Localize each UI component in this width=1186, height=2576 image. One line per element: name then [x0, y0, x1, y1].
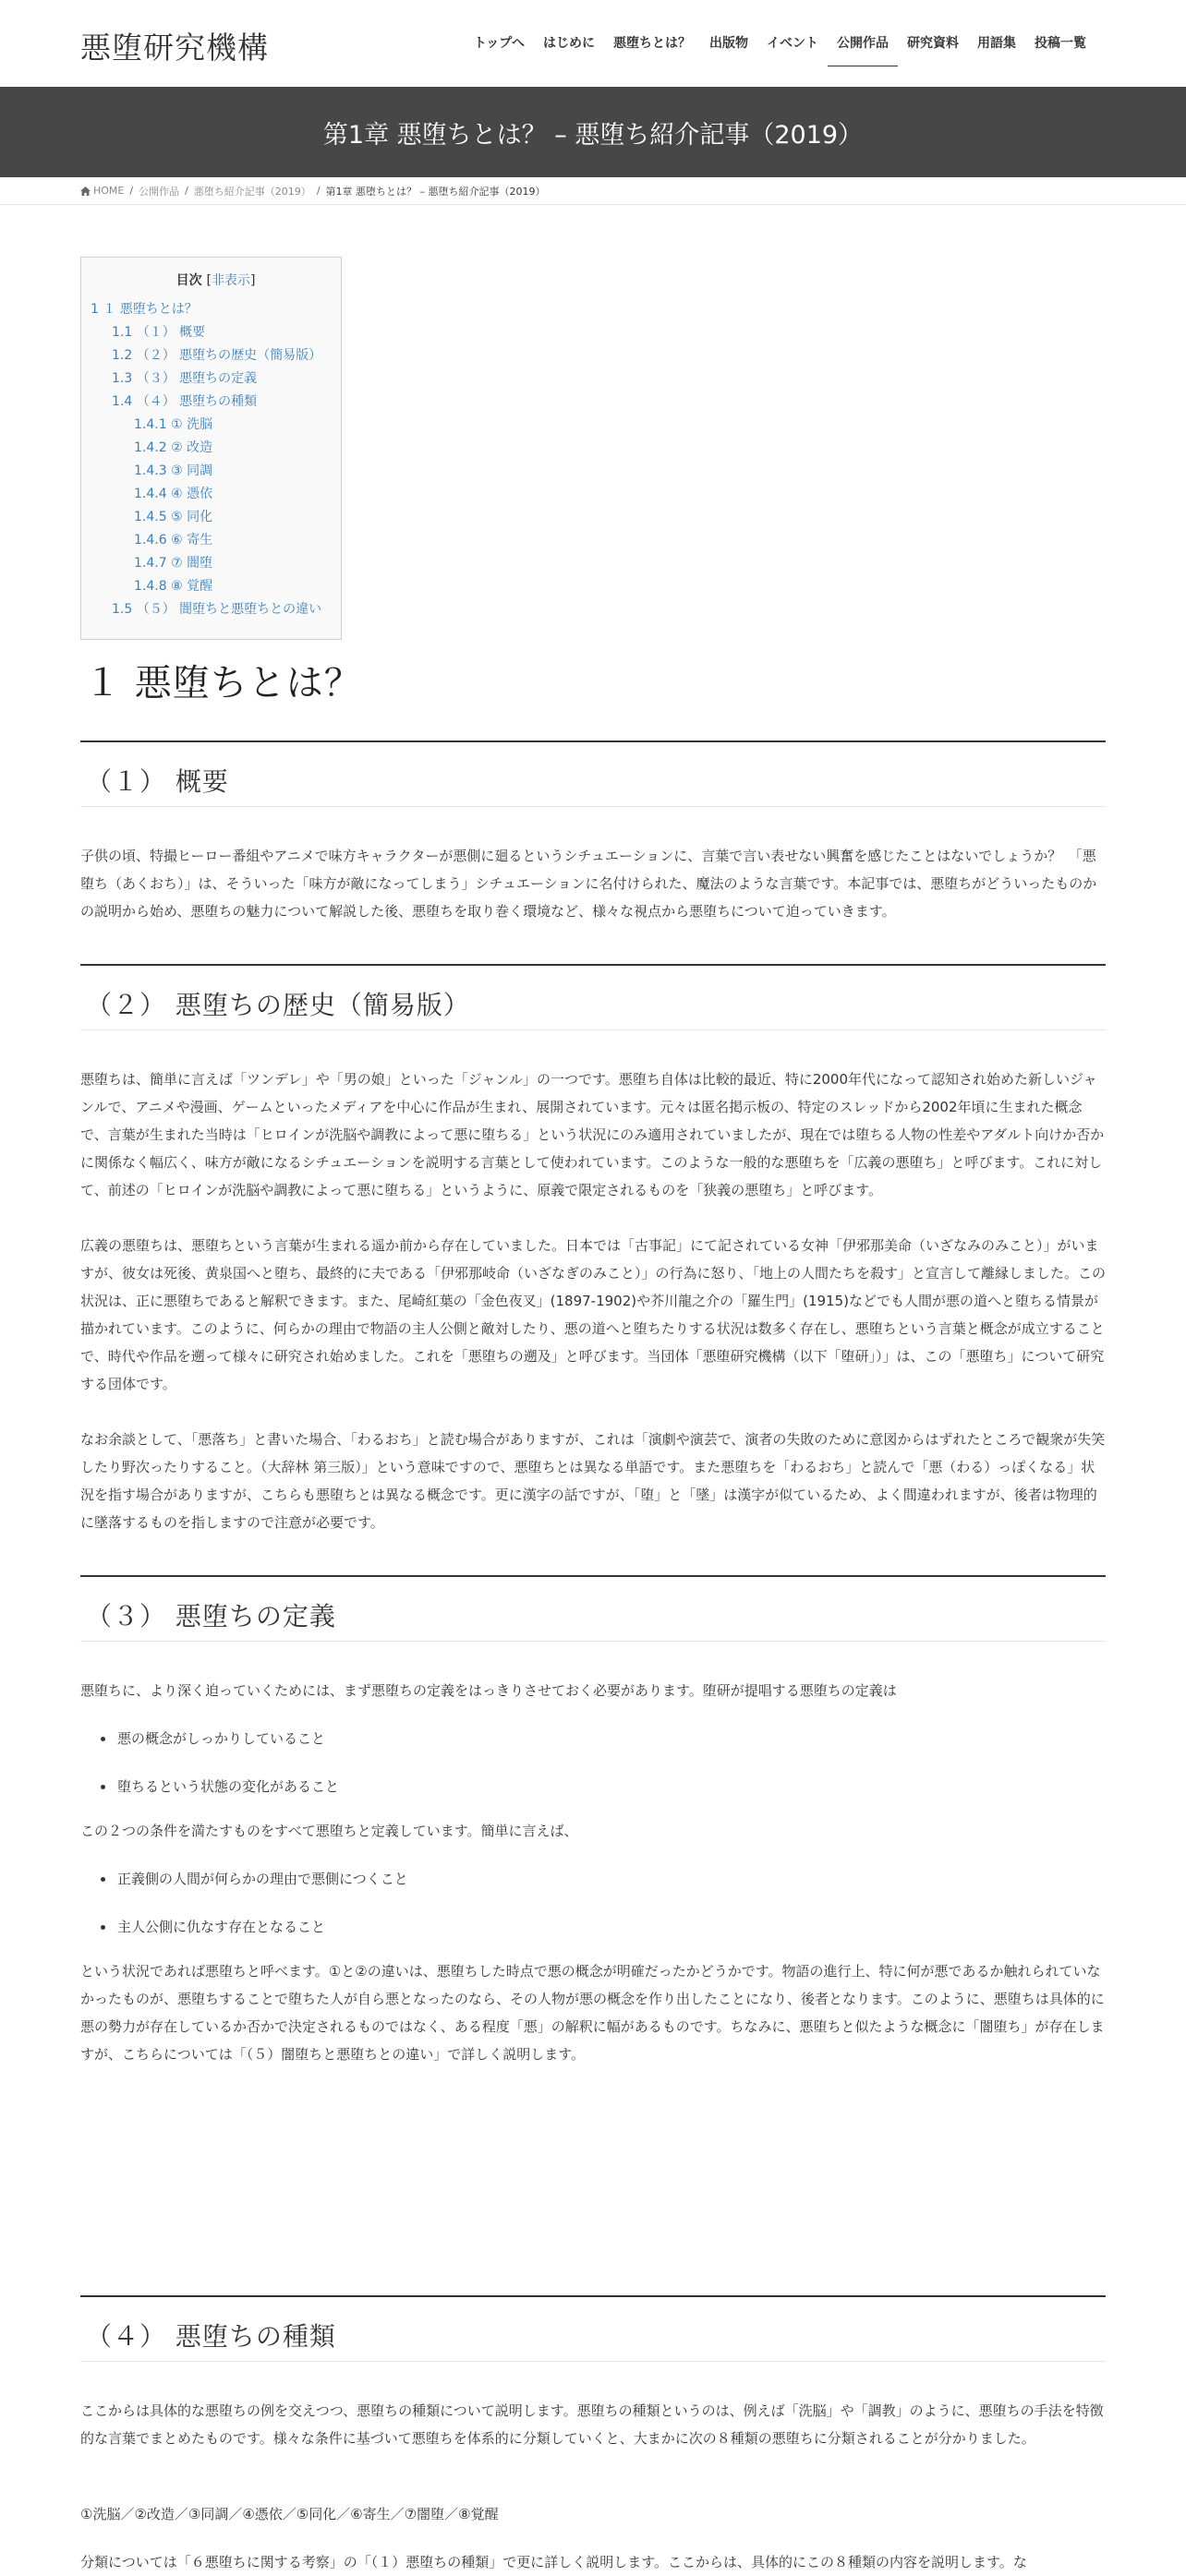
- table-of-contents: [80, 257, 342, 640]
- paragraph: この２つの条件を満たすものをすべて悪堕ちと定義しています。簡単に言えば、: [80, 1823, 578, 1839]
- nav-item-what-is[interactable]: 悪堕ちとは？: [613, 36, 691, 51]
- heading-rule: [80, 964, 1106, 966]
- nav-item-intro[interactable]: はじめに: [543, 36, 595, 51]
- definition-list: [80, 1865, 1106, 1961]
- paragraph: ①洗脳／②改造／③同調／④憑依／⑤同化／⑥寄生／⑦闇堕／⑧覚醒: [80, 2506, 499, 2522]
- toc-item[interactable]: 1 １ 悪堕ちとは？: [91, 302, 198, 317]
- breadcrumb-separator: /: [316, 185, 321, 197]
- section-overview-heading: [80, 740, 1106, 807]
- toc-item[interactable]: 1.3 （３） 悪堕ちの定義: [112, 371, 258, 386]
- nav-item-top[interactable]: トップへ: [473, 36, 525, 51]
- toc-bracket-open: [: [206, 273, 212, 288]
- paragraph: 分類については「６悪堕ちに関する考察」の「（１）悪堕ちの種類」で更に詳しく説明します。ここからは、具体的にこの８種類の内容を説明します。な: [80, 2554, 1027, 2570]
- toc-item[interactable]: 1.5 （５） 闇堕ちと悪堕ちとの違い: [112, 602, 322, 617]
- section-title: （１） 概要: [86, 766, 229, 797]
- breadcrumb-home[interactable]: HOME: [93, 185, 125, 197]
- toc-item[interactable]: 1.4.8 ⑧ 覚醒: [134, 579, 213, 594]
- toc-item[interactable]: 1.4 （４） 悪堕ちの種類: [112, 394, 258, 409]
- heading-rule: [80, 2295, 1106, 2297]
- section-history-heading: [80, 964, 1106, 1030]
- section-title: （３） 悪堕ちの定義: [86, 1601, 336, 1631]
- toc-toggle: [206, 273, 255, 288]
- nav-item-events[interactable]: イベント: [767, 36, 818, 51]
- site-logo[interactable]: 悪堕研究機構: [80, 30, 269, 66]
- heading-underline: [80, 2361, 1106, 2362]
- toc-item[interactable]: 1.4.4 ④ 憑依: [134, 487, 213, 501]
- nav-item-research[interactable]: 研究資料: [907, 36, 959, 51]
- paragraph: 広義の悪堕ちは、悪堕ちという言葉が生まれる遥か前から存在していました。日本では「古事記」にて記されている女神「伊邪那美命（いざなみのみこと）」がいますが、彼女は死後、黄泉国へと堕ち、最終的に夫である「伊邪那岐命（いざなぎのみこと）」の行為に怒り、「地上の人間たちを殺す」と宣言して離縁しました。この状況は、正に悪堕ちであると解釈できます。また、尾崎紅葉の「金色夜叉」(1897-1902)や芥川龍之介の「羅生門」(1915)などでも人間が悪の道へと堕ちる情景が描かれています。このように、何らかの理由で物語の主人公側と敵対したり、悪の道へと堕ちたりする状況は数多く存在し、悪堕ちという言葉と概念が成立することで、時代や作品を遡って様々に研究され始めました。これを「悪堕ちの遡及」と呼びます。当団体「悪堕研究機構（以下「堕研」）」は、この「悪堕ち」について研究する団体です。: [80, 1237, 1107, 1392]
- article-heading: １ 悪堕ちとは？: [84, 662, 362, 704]
- paragraph: 悪堕ちは、簡単に言えば「ツンデレ」や「男の娘」といった「ジャンル」の一つです。悪堕ち自体は比較的最近、特に2000年代になって認知され始めた新しいジャンルで、アニメや漫画、ゲームといったメディアを中心に作品が生まれ、展開されています。元々は匿名掲示板の、特定のスレッドから2002年頃に生まれた概念で、言葉が生まれた当時は「ヒロインが洗脳や調教によって悪に堕ちる」という状況にのみ適用されていましたが、現在では堕ちる人物の性差やアダルト向けか否かに関係なく幅広く、味方が敵になるシチュエーションを説明する言葉として使われています。このような一般的な悪堕ちを「広義の悪堕ち」と呼びます。これに対して、前述の「ヒロインが洗脳や調教によって悪に堕ちる」というように、原義で限定されるものを「狭義の悪堕ち」と呼びます。: [80, 1071, 1105, 1198]
- paragraph: 子供の頃、特撮ヒーロー番組やアニメで味方キャラクターが悪側に廻るというシチュエーションに、言葉で言い表せない興奮を感じたことはないでしょうか？ 「悪堕ち（あくおち）」は、そういった「味方が敵になってしまう」シチュエーションに名付けられた、魔法のような言葉です。本記事では、悪堕ちがどういったものかの説明から始め、悪堕ちの魅力について解説した後、悪堕ちを取り巻く環境など、様々な視点から悪堕ちについて迫っていきます。: [80, 848, 1097, 920]
- toc-item[interactable]: 1.2 （２） 悪堕ちの歴史（簡易版）: [112, 348, 322, 363]
- nav-item-works[interactable]: 公開作品: [828, 33, 898, 66]
- breadcrumb-article-series[interactable]: 悪堕ち紹介記事（2019）: [193, 185, 311, 198]
- toc-item[interactable]: 1.4.2 ② 改造: [134, 440, 213, 455]
- breadcrumb-works[interactable]: 公開作品: [139, 185, 180, 198]
- toc-item[interactable]: 1.4.3 ③ 同調: [134, 463, 213, 478]
- global-nav: [465, 33, 1095, 66]
- breadcrumb: [0, 177, 1186, 205]
- list-item: 悪の概念がしっかりしていること: [80, 1725, 1106, 1752]
- section-title: （２） 悪堕ちの歴史（簡易版）: [86, 990, 470, 1020]
- heading-underline: [80, 806, 1106, 807]
- nav-item-posts[interactable]: 投稿一覧: [1035, 36, 1086, 51]
- toc-item[interactable]: 1.4.1 ① 洗脳: [134, 417, 213, 432]
- nav-item-publications[interactable]: 出版物: [709, 36, 748, 51]
- section-definition-heading: [80, 1575, 1106, 1642]
- toc-hide-link[interactable]: 非表示: [211, 273, 250, 288]
- paragraph: 悪堕ちに、より深く迫っていくためには、まず悪堕ちの定義をはっきりさせておく必要があります。堕研が提唱する悪堕ちの定義は: [80, 1682, 897, 1699]
- list-item: 主人公側に仇なす存在となること: [80, 1913, 1106, 1941]
- toc-list: [91, 298, 341, 621]
- toc-title-label: 目次: [175, 273, 202, 288]
- page-header-title: 第1章 悪堕ちとは？ – 悪堕ち紹介記事（2019）: [322, 120, 864, 150]
- paragraph: という状況であれば悪堕ちと呼べます。①と②の違いは、悪堕ちした時点で悪の概念が明確だったかどうかです。物語の進行上、特に何が悪であるか触れられていなかったものが、悪堕ちすることで堕ちた人が自ら悪となったのなら、その人物が悪の概念を作り出したことになり、後者となります。このように、悪堕ちは具体的に悪の勢力が存在しているか否かで決定されるものではなく、ある程度「悪」の解釈に幅があるものです。ちなみに、悪堕ちと似たような概念に「闇堕ち」が存在しますが、こちらについては「（５）闇堕ちと悪堕ちとの違い」で詳しく説明します。: [80, 1963, 1105, 2063]
- home-icon: [80, 187, 91, 196]
- list-item: 正義側の人間が何らかの理由で悪側につくこと: [80, 1865, 1106, 1893]
- site-header: [0, 0, 1186, 87]
- section-title: （４） 悪堕ちの種類: [86, 2321, 336, 2352]
- breadcrumb-current: 第1章 悪堕ちとは？ – 悪堕ち紹介記事（2019）: [325, 185, 546, 198]
- paragraph: なお余談として、「悪落ち」と書いた場合、「わるおち」と読む場合がありますが、これは「演劇や演芸で、演者の失敗のために意図からはずれたところで観衆が失笑したり野次ったりすること。（大辞林 第三版）」という意味ですので、悪堕ちとは異なる単語です。また悪堕ちを「わるおち」と読んで「悪（わる）っぽくなる」状況を指す場合がありますが、こちらも悪堕ちとは異なる概念です。更に漢字の話ですが、「堕」と「墜」は漢字が似ているため、よく間違われますが、後者は物理的に墜落するものを指しますので注意が必要です。: [80, 1431, 1106, 1531]
- breadcrumb-separator: /: [185, 185, 188, 197]
- breadcrumb-separator: /: [129, 185, 134, 197]
- toc-item[interactable]: 1.1 （１） 概要: [112, 325, 206, 340]
- toc-item[interactable]: 1.4.6 ⑥ 寄生: [134, 533, 213, 548]
- nav-item-glossary[interactable]: 用語集: [977, 36, 1016, 51]
- toc-item[interactable]: 1.4.5 ⑤ 同化: [134, 510, 213, 524]
- section-types-heading: [80, 2295, 1106, 2362]
- heading-rule: [80, 740, 1106, 742]
- toc-title: [91, 271, 341, 289]
- heading-underline: [80, 1029, 1106, 1030]
- heading-rule: [80, 1575, 1106, 1577]
- list-item: 堕ちるという状態の変化があること: [80, 1773, 1106, 1800]
- page-header: [0, 87, 1186, 177]
- heading-underline: [80, 1641, 1106, 1642]
- toc-item[interactable]: 1.4.7 ⑦ 闇堕: [134, 556, 213, 571]
- definition-list: [80, 1725, 1106, 1821]
- toc-bracket-close: ]: [249, 273, 256, 288]
- paragraph: ここからは具体的な悪堕ちの例を交えつつ、悪堕ちの種類について説明します。悪堕ちの種類というのは、例えば「洗脳」や「調教」のように、悪堕ちの手法を特徴的な言葉でまとめたものです。様々な条件に基づいて悪堕ちを体系的に分類していくと、大まかに次の８種類の悪堕ちに分類されることが分かりました。: [80, 2402, 1104, 2447]
